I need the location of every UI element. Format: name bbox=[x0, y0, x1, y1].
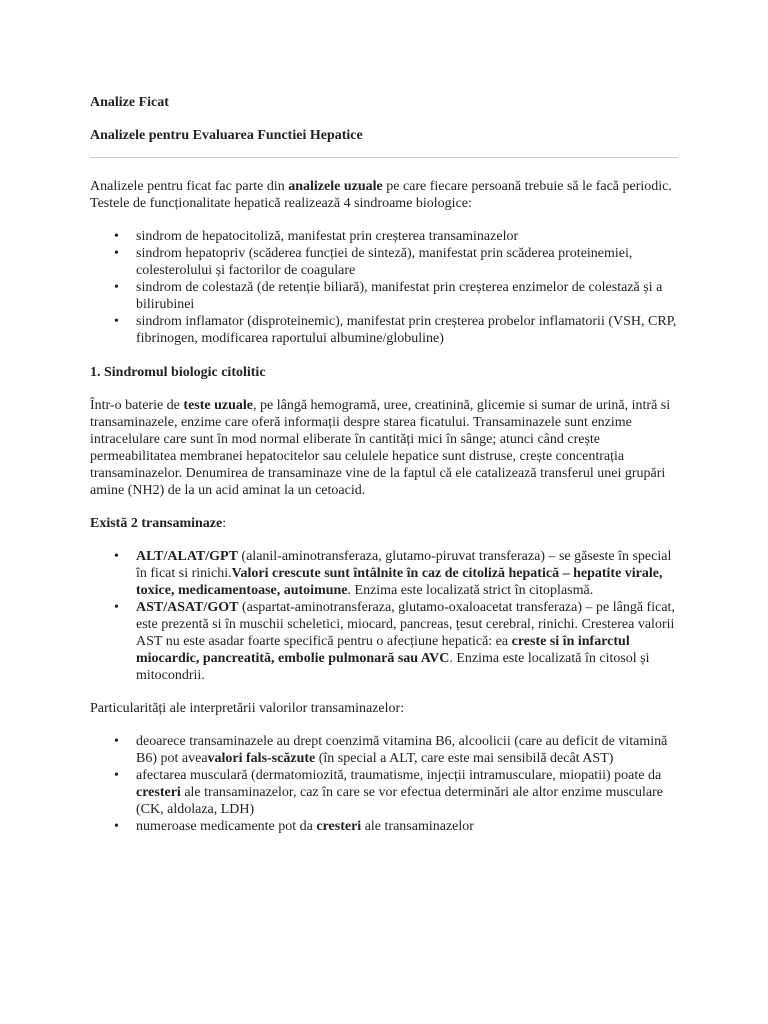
text-run: afectarea musculară (dermatomiozită, traumatisme, injecții intramusculare, miopatii) poate da bbox=[136, 768, 662, 783]
section1-paragraph bbox=[90, 397, 685, 499]
bold-text-run: teste uzuale bbox=[183, 398, 253, 413]
text-run: ale transaminazelor, caz în care se vor efectua determinări ale altor enzime musculare (CK, aldolaza, LDH) bbox=[136, 785, 664, 817]
particularities-heading: Particularități ale interpretării valorilor transaminazelor: bbox=[90, 701, 405, 716]
bold-text-run: Valori crescute sunt întâlnite în caz de citoliză hepatică – hepatite virale, toxice, medicamentoase, autoimune bbox=[136, 566, 663, 598]
text-run: (în special a ALT, care este mai sensibilă decât AST) bbox=[315, 751, 614, 766]
list-item bbox=[90, 818, 685, 835]
text-run: (aspartat-aminotransferaza, glutamo-oxaloacetat transferaza) – pe lângă ficat, este prezentă si în muschii scheletici, miocard, pancreas, țesut cerebral, rinichi. Cresterea valorii AST nu este asadar foarte specifică pentru o afecțiune hepatică: ea bbox=[136, 600, 675, 649]
bold-text-run: cresteri bbox=[316, 819, 362, 834]
text-run: , pe lângă hemogramă, uree, creatinină, glicemie si sumar de urină, intră si transaminazele, enzime care oferă informații despre starea ficatului. Transaminazele sunt enzime intracelulare care sunt în mod normal eliberate în cantități mici în sânge; atunci când crește permeabilitatea membranei hepatocitelor sau celulele hepatice sunt distruse, crește concentrația transaminazelor. Denumirea de transaminaze vine de la faptul că ele catalizează transferul unei grupări amine (NH2) de la un acid aminat la un cetoacid. bbox=[90, 398, 671, 498]
list-item bbox=[90, 245, 685, 279]
text-run: ale transaminazelor bbox=[361, 819, 474, 834]
text-run: Analizele pentru ficat fac parte din bbox=[90, 179, 289, 194]
document-body bbox=[90, 94, 685, 835]
bullet-icon: • bbox=[114, 280, 119, 295]
intro-paragraph bbox=[90, 178, 685, 212]
list-item bbox=[90, 228, 685, 245]
list-item bbox=[90, 313, 685, 347]
list-item bbox=[90, 279, 685, 313]
transaminases-list bbox=[90, 548, 685, 684]
bold-text-run: valori fals-scăzute bbox=[207, 751, 316, 766]
bullet-icon: • bbox=[114, 768, 119, 783]
bullet-icon: • bbox=[114, 229, 119, 244]
bold-text-run: analizele uzuale bbox=[288, 179, 383, 194]
text-run: . Enzima este localizată strict în citoplasmă. bbox=[347, 583, 594, 598]
document-title: Analize Ficat bbox=[90, 95, 169, 110]
text-run: : bbox=[222, 516, 227, 531]
particularities-list bbox=[90, 733, 685, 835]
text-run: sindrom hepatopriv (scăderea funcției de sinteză), manifestat prin scăderea proteinemiei, colesterolului și factorilor de coagulare bbox=[136, 246, 633, 278]
text-run: (alanil-aminotransferaza, glutamo-piruvat transferaza) – se găseste în special în ficat si rinichi. bbox=[136, 549, 672, 581]
bullet-icon: • bbox=[114, 600, 119, 615]
bullet-icon: • bbox=[114, 549, 119, 564]
text-run: pe care fiecare persoană trebuie să le facă periodic. Testele de funcționalitate hepatică realizează 4 sindroame biologice: bbox=[90, 179, 672, 211]
list-item bbox=[90, 733, 685, 767]
text-run: sindrom de colestază (de retenție biliară), manifestat prin creșterea enzimelor de colestază și a bilirubinei bbox=[136, 280, 663, 312]
text-run: . Enzima este localizată în citosol și mitocondrii. bbox=[136, 651, 650, 683]
text-run: sindrom inflamator (disproteinemic), manifestat prin creșterea probelor inflamatorii (VSH, CRP, fibrinogen, modificarea raportului albumine/globuline) bbox=[136, 314, 677, 346]
list-item bbox=[90, 767, 685, 818]
bullet-icon: • bbox=[114, 734, 119, 749]
section1-title: 1. Sindromul biologic citolitic bbox=[90, 365, 266, 380]
text-run: deoarece transaminazele au drept coenzimă vitamina B6, alcoolicii (care au deficit de vitamină B6) pot avea bbox=[136, 734, 668, 766]
horizontal-rule bbox=[90, 157, 678, 158]
text-run: sindrom de hepatocitoliză, manifestat prin creșterea transaminazelor bbox=[136, 229, 519, 244]
bold-text-run: cresteri bbox=[136, 785, 181, 800]
text-run: Într-o baterie de bbox=[90, 398, 184, 413]
bullet-icon: • bbox=[114, 819, 119, 834]
bold-text-run: creste si în infarctul miocardic, pancreatită, embolie pulmonară sau AVC bbox=[136, 634, 630, 666]
text-run: numeroase medicamente pot da bbox=[136, 819, 317, 834]
bold-text-run: Există 2 transaminaze bbox=[90, 516, 223, 531]
list-item bbox=[90, 599, 685, 684]
document-subtitle: Analizele pentru Evaluarea Functiei Hepatice bbox=[90, 128, 363, 143]
list-item bbox=[90, 548, 685, 599]
bullet-icon: • bbox=[114, 314, 119, 329]
bullet-icon: • bbox=[114, 246, 119, 261]
syndromes-list bbox=[90, 228, 685, 347]
transaminases-heading bbox=[90, 515, 685, 532]
bold-text-run: ALT/ALAT/GPT bbox=[136, 549, 238, 564]
bold-text-run: AST/ASAT/GOT bbox=[136, 600, 239, 615]
